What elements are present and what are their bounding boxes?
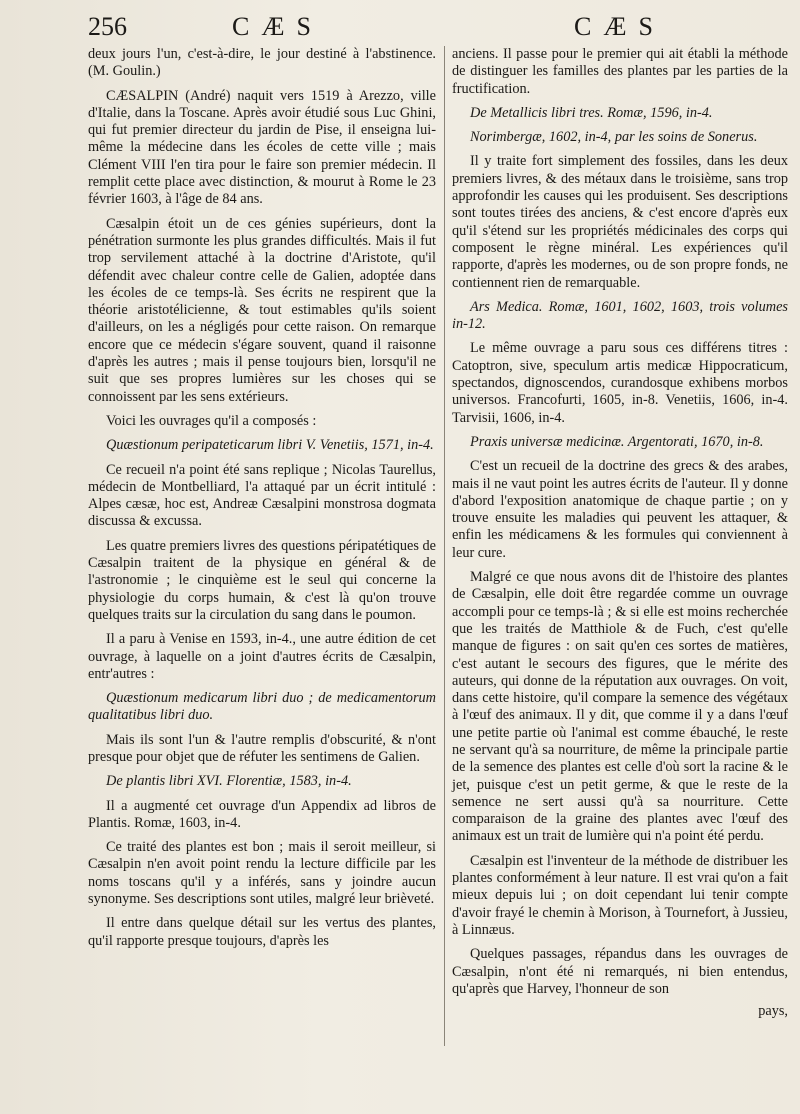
paragraph: Cæsalpin étoit un de ces génies supérieurs, dont la pénétration surmonte les plus grandes difficultés. Mais il fut trop servilement attaché à la doctrine d'Aristote, qu'il défendit avec chaleur contre celle de Galien, adoptée dans les écoles de ce temps-là. Ses écrits ne respirent que la théorie aristotélicienne, & tout estimables qu'ils soient d'ailleurs, on les a négligés pour cette raison. On remarque encore que ce médecin s'égare souvent, quand il raisonne d'après les autres ; mais il pense toujours bien, lorsqu'il ne suit que ses propres lumières sur les choses qui se connoissent par les sens extérieurs. <box>88 215 436 405</box>
bibliographic-citation: Ars Medica. Romæ, 1601, 1602, 1603, trois volumes in-12. <box>452 298 788 333</box>
catchword: pays, <box>758 1003 788 1020</box>
paragraph: anciens. Il passe pour le premier qui ait établi la méthode de distinguer les familles des plantes par les parties de la fructification. <box>452 46 788 97</box>
paragraph: Il a paru à Venise en 1593, in-4., une autre édition de cet ouvrage, à laquelle on a joint d'autres écrits de Cæsalpin, entr'autres : <box>88 631 436 682</box>
bibliographic-citation: Praxis universæ medicinæ. Argentorati, 1670, in-8. <box>470 433 764 450</box>
bibliographic-citation: De plantis libri XVI. Florentiæ, 1583, in-4. <box>106 773 352 790</box>
page-number: 256 <box>88 12 127 41</box>
left-column <box>88 46 436 957</box>
paragraph: Le même ouvrage a paru sous ces différens titres : Catoptron, sive, speculum artis medicæ Hippocraticum, spectandos, dignoscendos, curandosque exhibens morbos universos. Francofurti, 1605, in-8. Venetiis, 1606, in-4. Tarvisii, 1606, in-4. <box>452 340 788 426</box>
paragraph: Ce traité des plantes est bon ; mais il seroit meilleur, si Cæsalpin n'en avoit point rendu la lecture difficile par les noms toscans qu'il y a inférés, sans y joindre aucun synonyme. Ses descriptions sont utiles, malgré leur brièveté. <box>88 839 436 908</box>
paragraph: Mais ils sont l'un & l'autre remplis d'obscurité, & n'ont presque pour objet que de réfuter les sentimens de Galien. <box>88 731 436 765</box>
running-head-left: CÆS <box>232 12 323 41</box>
paragraph: Les quatre premiers livres des questions péripatétiques de Cæsalpin traitent de la physique en général & de l'astronomie ; le cinquième est le seul qui concerne la physiologie du corps humain, & c'est là qu'on trouve quelques traits sur la circulation du sang dans le poumon. <box>88 537 436 623</box>
paragraph: Quelques passages, répandus dans les ouvrages de Cæsalpin, n'ont été ni remarqués, ni bien entendus, qu'après que Harvey, l'honneur de son <box>452 946 788 997</box>
paragraph: Il y traite fort simplement des fossiles, dans les deux premiers livres, & des métaux dans le troisième, sans trop approfondir les causes qui les produisent. Ses descriptions sont toutes tirées des anciens, & c'est encore d'après eux qu'il s'étend sur les propriétés médicinales des corps qui composent le règne minéral. Les expériences qu'il rapporte, d'après les modernes, ou de son propre fonds, ne contiennent rien de remarquable. <box>452 153 788 291</box>
paragraph: Il a augmenté cet ouvrage d'un Appendix ad libros de Plantis. Romæ, 1603, in-4. <box>88 797 436 831</box>
paragraph: Ce recueil n'a point été sans replique ; Nicolas Taurellus, médecin de Montbelliard, l'a attaqué par un écrit intitulé : Alpes cæsæ, hoc est, Andreæ Cæsalpini monstrosa dogmata discussa & excussa. <box>88 461 436 530</box>
bibliographic-citation: De Metallicis libri tres. Romæ, 1596, in-4. <box>470 104 713 121</box>
paragraph: Cæsalpin est l'inventeur de la méthode de distribuer les plantes conformément à leur nature. Il est vrai qu'on a fait mieux depuis lui ; on doit cependant lui tenir compte d'avoir frayé le chemin à Morison, à Tournefort, à Jussieu, à Linnæus. <box>452 852 788 938</box>
bibliographic-citation: Quæstionum peripateticarum libri V. Venetiis, 1571, in-4. <box>106 437 434 454</box>
right-column <box>452 46 788 1027</box>
paragraph: Il entre dans quelque détail sur les vertus des plantes, qu'il rapporte presque toujours, d'après les <box>88 915 436 949</box>
bibliographic-citation: Quæstionum medicarum libri duo ; de medicamentorum qualitatibus libri duo. <box>88 690 436 724</box>
page-header <box>0 12 800 46</box>
running-head-right: CÆS <box>574 12 665 41</box>
paragraph: C'est un recueil de la doctrine des grecs & des arabes, mais il ne vaut point les autres écrits de l'auteur. Il y donne d'abord l'exposition anatomique de chaque partie ; on y trouve ensuite les maladies qui peuvent les attaquer, & enfin les médicamens & les formules qui conviennent à leur cure. <box>452 458 788 561</box>
paragraph: Malgré ce que nous avons dit de l'histoire des plantes de Cæsalpin, elle doit être regardée comme un ouvrage accompli pour ce temps-là ; & si elle est moins recherchée que les traités de Matthiole & de Fuch, c'est qu'elle manque de figures : on sait qu'en ces sortes de matières, c'est autant le secours des figures, que le mérite des auteurs, qui donne de la réputation aux ouvrages. On voit, dans cette histoire, qu'il compare la semence des végétaux à l'œuf des animaux. Il y dit, que comme il y a dans l'œuf une petite partie où l'animal est comme ébauché, le reste ne servant qu'à sa nourriture, de même la principale partie de la semence des plantes est celle d'où sort la racine & le jet, puisque c'est un petit germe, & que le reste de la semence ne sert aussi qu'à sa nourriture. Cette comparaison de la graine des plantes avec l'œuf des animaux est un trait de lumière qui n'a point été perdu. <box>452 569 788 845</box>
article-heading-paragraph: CÆSALPIN (André) naquit vers 1519 à Arezzo, ville d'Italie, dans la Toscane. Après avoir étudié sous Luc Ghini, qui fut premier directeur du jardin de Pise, il enseigna lui-même la médecine dans les écoles de cette ville ; mais Clément VIII l'en tira pour le faire son premier médecin. Il remplit cette place avec distinction, & mourut à Rome le 23 février 1603, à l'âge de 84 ans. <box>88 87 436 208</box>
paragraph: deux jours l'un, c'est-à-dire, le jour destiné à l'abstinence. (M. Goulin.) <box>88 46 436 80</box>
paragraph: Voici les ouvrages qu'il a composés : <box>106 412 317 429</box>
bibliographic-citation: Norimbergæ, 1602, in-4, par les soins de Sonerus. <box>470 129 758 146</box>
column-divider <box>444 46 445 1046</box>
